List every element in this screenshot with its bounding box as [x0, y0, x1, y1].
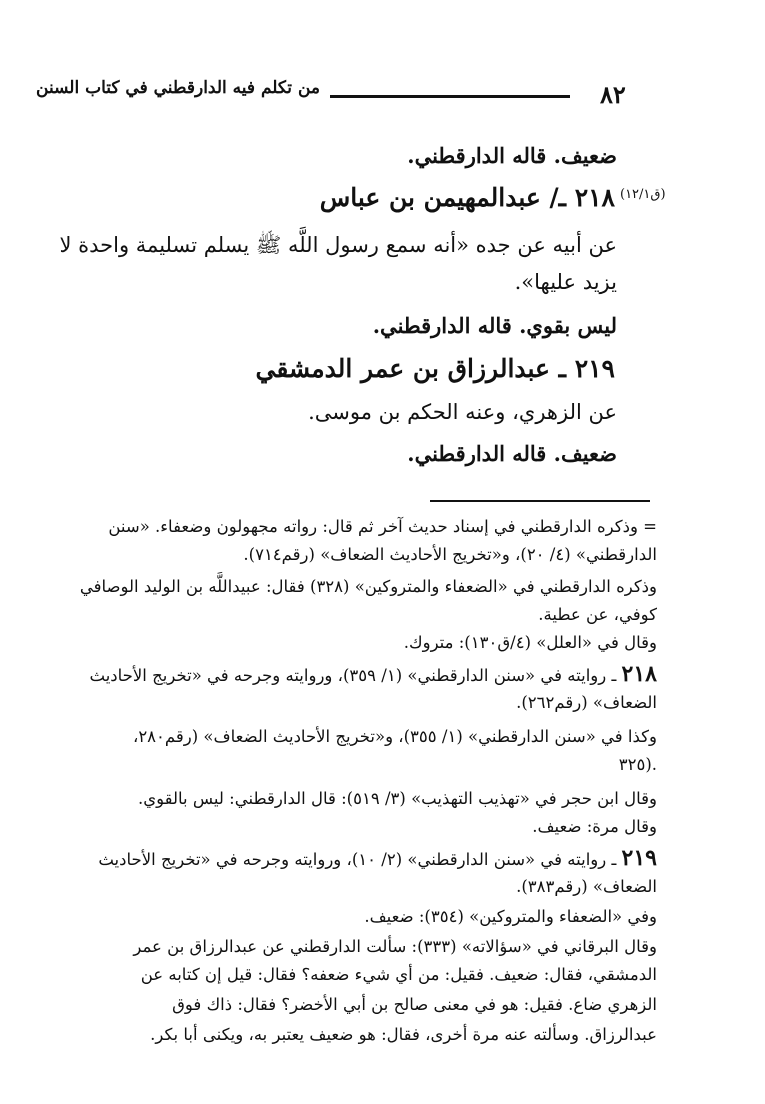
entry-218-text-line2: يزيد عليها». [514, 270, 617, 294]
running-title: من تكلم فيه الدارقطني في كتاب السنن [36, 78, 320, 98]
entry-219-verdict [407, 441, 617, 467]
footnote-218-line3: وكذا في «سنن الدارقطني» (١/ ٣٥٥)، و«تخريج الأحاديث الضعاف» (رقم٢٨٠، [132, 727, 657, 746]
verdict-text: ليس بقوي. قاله الدارقطني. [372, 313, 617, 338]
verdict-text: ضعيف. قاله الدارقطني. [407, 143, 617, 168]
footnote-cont-line3: وذكره الدارقطني في «الضعفاء والمتروكين» (٣٢٨) فقال: عبيداللَّه بن الوليد الوصافي [79, 577, 657, 596]
body-verdict-line [407, 143, 617, 169]
footnote-number: ٢١٨ [621, 661, 657, 687]
footnote-219-line6: الزهري ضاع. فقيل: هو في معنى صالح بن أبي الأخضر؟ فقال: ذاك فوق [172, 995, 657, 1014]
footnote-219-line7: عبدالرزاق. وسألته عنه مرة أخرى، فقال: هو ضعيف يعتبر به، ويكنى أبا بكر. [150, 1025, 657, 1044]
footnote-cont-line2: الدارقطني» (٤/ ٢٠)، و«تخريج الأحاديث الضعاف» (رقم٧١٤). [243, 545, 657, 564]
page-number: ٨٢ [600, 80, 626, 109]
verdict-text: ضعيف. قاله الدارقطني. [407, 441, 617, 466]
footnote-219-line5: الدمشقي، فقال: ضعيف. فقيل: من أي شيء ضعفه؟ فقال: قيل إن كتابه عن [140, 965, 657, 984]
entry-218-heading: ٢١٨ ـ/ عبدالمهيمن بن عباس [319, 183, 615, 212]
footnote-218-line4: ٣٢٥). [618, 755, 657, 774]
footnote-218-line6: وقال مرة: ضعيف. [532, 817, 657, 836]
entry-218-text-line1: عن أبيه عن جده «أنه سمع رسول اللَّه ﷺ يسلم تسليمة واحدة لا [59, 233, 617, 257]
entry-219-heading: ٢١٩ ـ عبدالرزاق بن عمر الدمشقي [255, 354, 615, 383]
footnote-text: ـ روايته في «سنن الدارقطني» (١/ ٣٥٩)، وروايته وجرحه في «تخريج الأحاديث [89, 666, 617, 685]
footnote-cont-line1: = وذكره الدارقطني في إسناد حديث آخر ثم قال: رواته مجهولون وضعفاء. «سنن [108, 517, 657, 536]
footnote-218-line1 [90, 661, 658, 689]
header-rule [330, 95, 570, 98]
footnote-cont-line4: كوفي، عن عطية. [538, 605, 657, 624]
footnote-text: ـ روايته في «سنن الدارقطني» (٢/ ١٠)، وروايته وجرحه في «تخريج الأحاديث [98, 850, 617, 869]
entry-219-text-line1: عن الزهري، وعنه الحكم بن موسى. [308, 400, 617, 424]
footnote-separator [430, 500, 650, 502]
footnote-number: ٢١٩ [621, 845, 657, 871]
footnote-cont-line5: وقال في «العلل» (٤/ق١٣٠): متروك. [403, 633, 657, 652]
footnote-219-line4: وقال البرقاني في «سؤالاته» (٣٣٣): سألت الدارقطني عن عبدالرزاق بن عمر [133, 937, 657, 956]
entry-218-verdict [373, 313, 617, 339]
footnote-218-line2: الضعاف» (رقم٢٦٢). [516, 693, 657, 712]
footnote-219-line2: الضعاف» (رقم٣٨٣). [516, 877, 657, 896]
footnote-218-line5: وقال ابن حجر في «تهذيب التهذيب» (٣/ ٥١٩): قال الدارقطني: ليس بالقوي. [137, 789, 657, 808]
footnote-219-line1 [98, 845, 657, 873]
margin-reference: (ق١٢/١) [620, 187, 666, 202]
footnote-219-line3: وفي «الضعفاء والمتروكين» (٣٥٤): ضعيف. [364, 907, 657, 926]
